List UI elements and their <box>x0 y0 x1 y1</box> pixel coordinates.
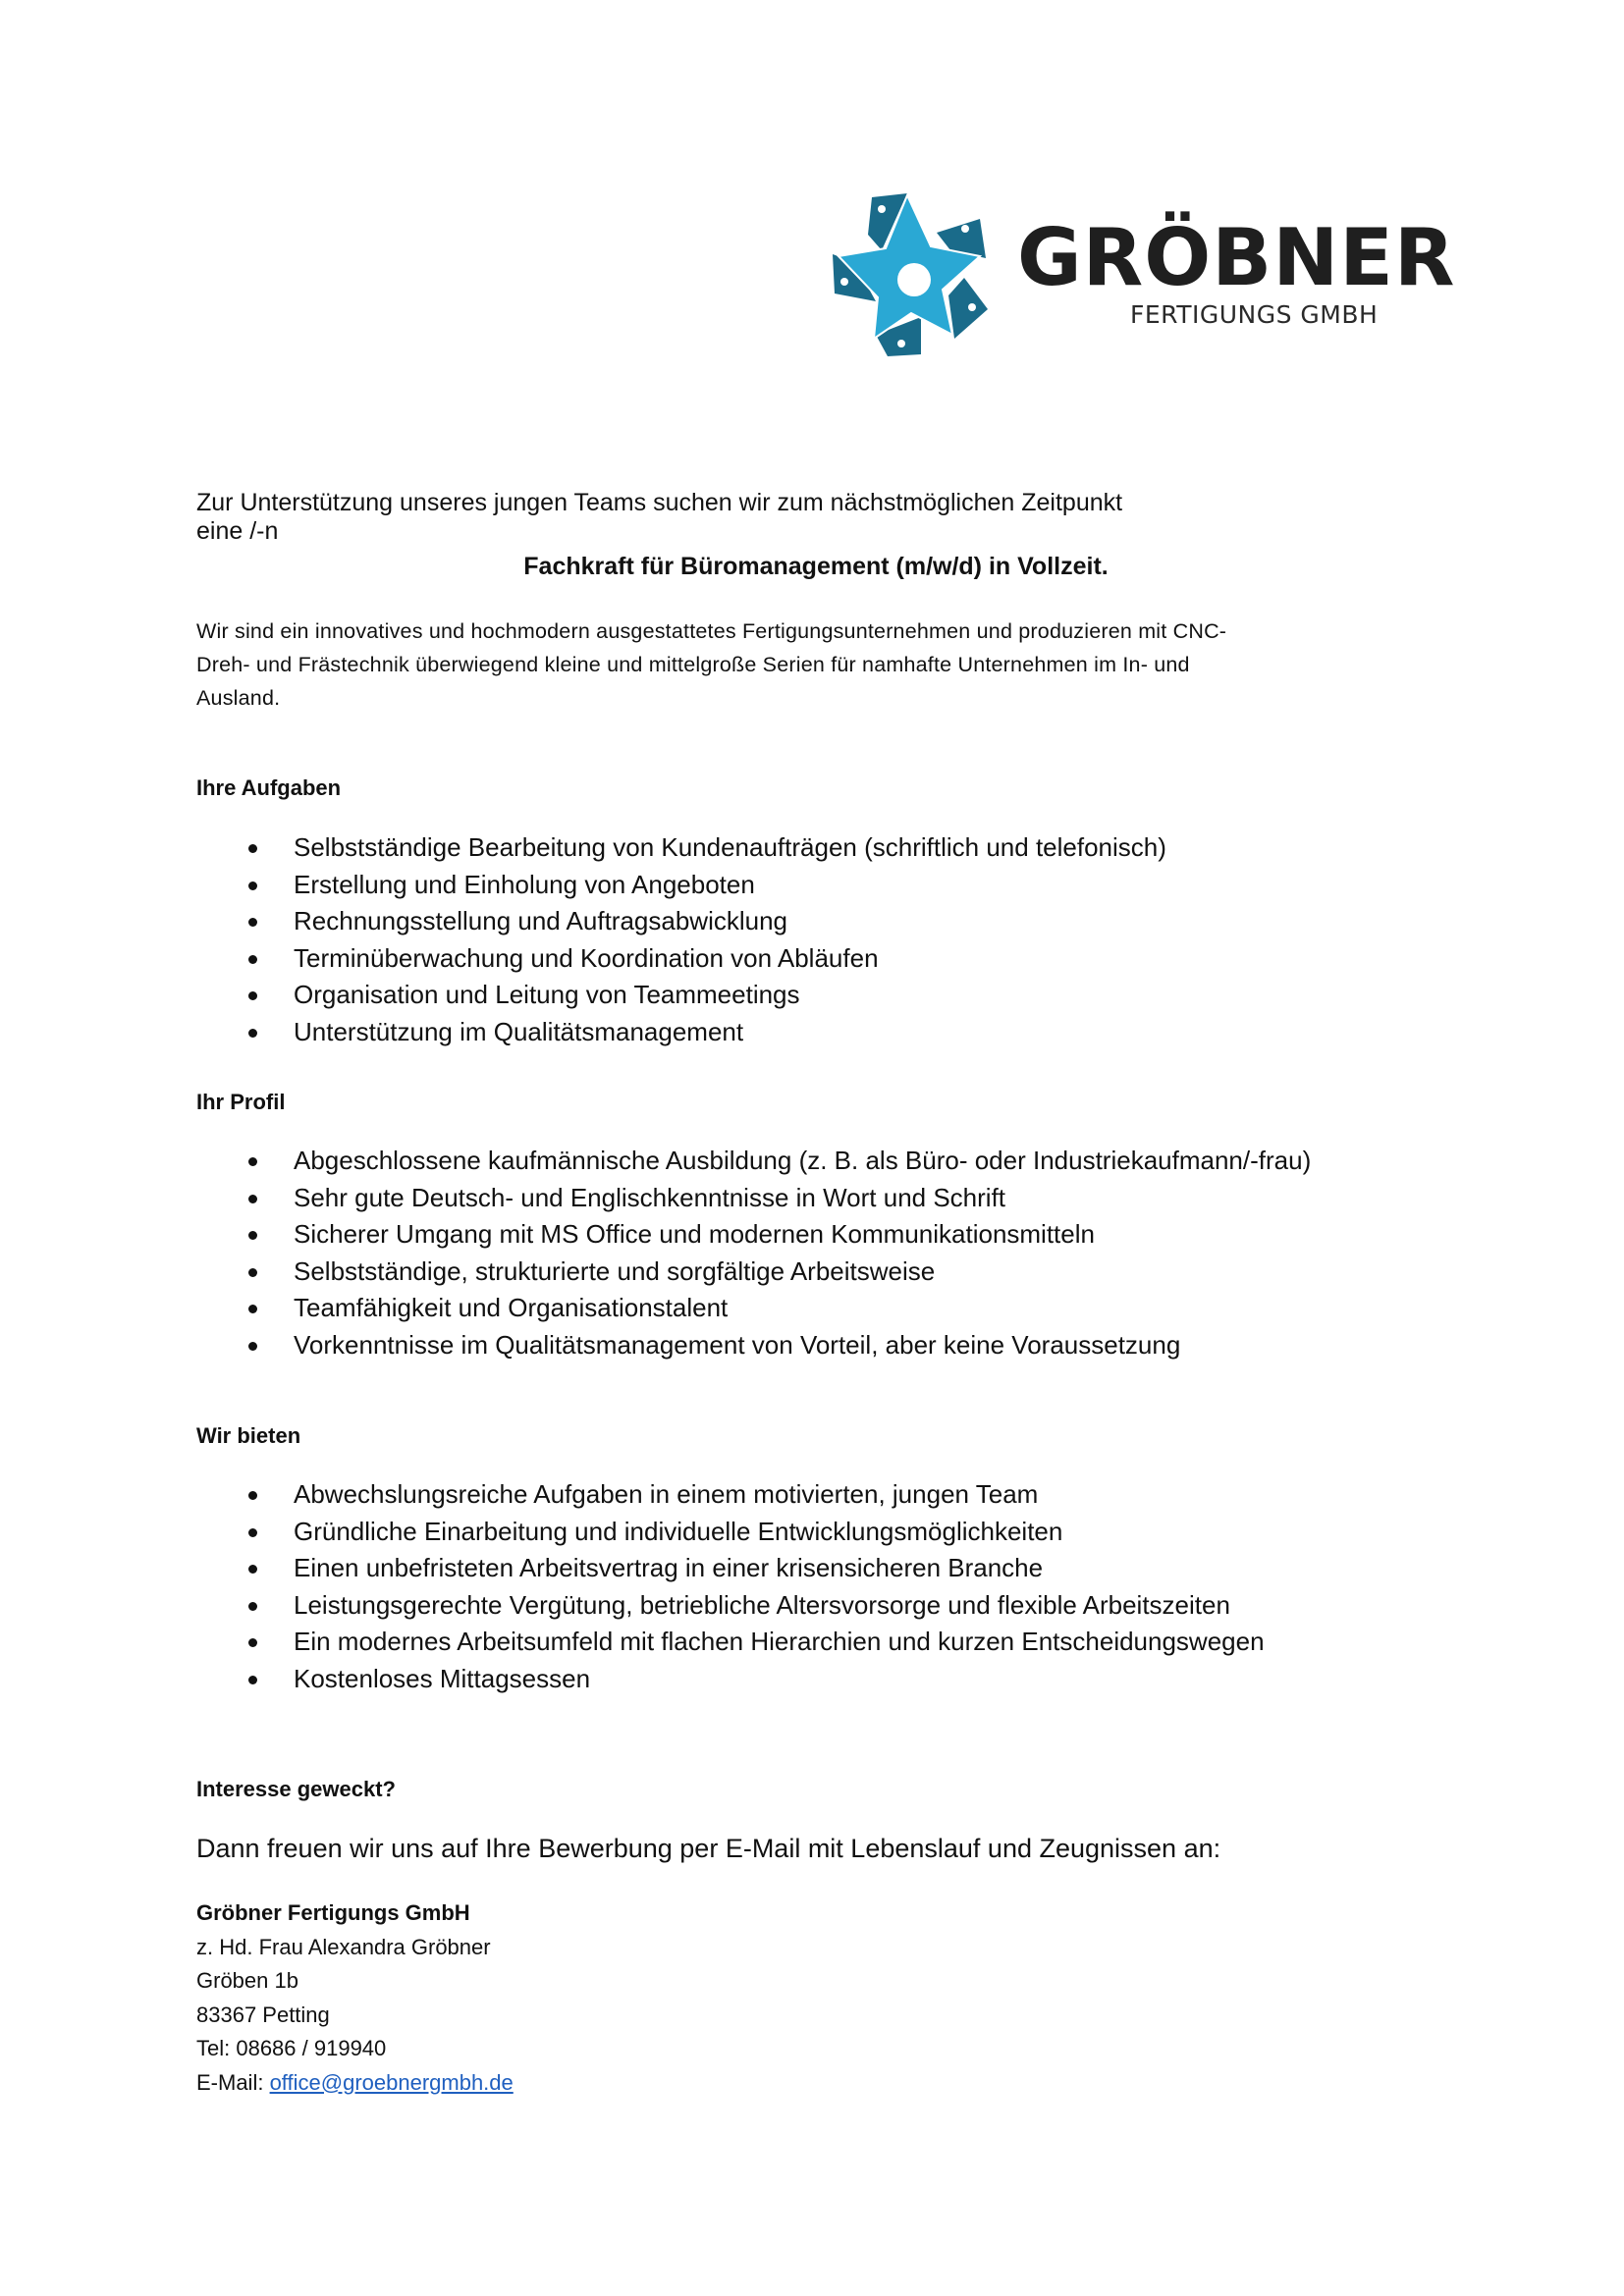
list-item-text: Organisation und Leitung von Teammeetings <box>294 980 800 1009</box>
list-item-text: Leistungsgerechte Vergütung, betriebliche Altersvorsorge und flexible Arbeitszeiten <box>294 1589 1230 1620</box>
contact-city: 83367 Petting <box>196 2002 330 2027</box>
description-line: Wir sind ein innovatives und hochmodern ausgestattetes Fertigungsunternehmen und produzieren mit CNC- <box>196 619 1227 643</box>
email-link[interactable]: office@groebnergmbh.de <box>269 2069 514 2095</box>
contact-block <box>196 1896 514 2100</box>
contact-street: Gröben 1b <box>196 1968 298 1993</box>
bullet-icon <box>248 991 257 1000</box>
list-item-text: Abgeschlossene kaufmännische Ausbildung (z. B. als Büro- oder Industriekaufmann/-frau) <box>294 1146 1312 1175</box>
list-item <box>0 1254 1311 1291</box>
list-item-text: Einen unbefristeten Arbeitsvertrag in einer krisensicheren Branche <box>294 1553 1044 1582</box>
bullet-icon <box>248 1195 257 1203</box>
list-item-text: Sehr gute Deutsch- und Englischkenntnisse in Wort und Schrift <box>294 1182 1006 1212</box>
list-item <box>0 903 1166 940</box>
list-item <box>0 1327 1311 1364</box>
intro-text <box>196 489 1122 546</box>
list-item <box>0 1014 1166 1051</box>
contact-phone: Tel: 08686 / 919940 <box>196 2036 387 2060</box>
list-item-text: Kostenloses Mittagsessen <box>294 1663 591 1693</box>
list-item-text: Vorkenntnisse im Qualitätsmanagement von Vorteil, aber keine Voraussetzung <box>294 1329 1181 1360</box>
tasks-heading: Ihre Aufgaben <box>196 775 342 800</box>
description-line: Ausland. <box>196 686 281 710</box>
list-item-text: Rechnungsstellung und Auftragsabwicklung <box>294 906 788 935</box>
list-item <box>0 1550 1265 1587</box>
bullet-icon <box>248 918 257 927</box>
company-description <box>196 614 1424 715</box>
bullet-icon <box>248 1676 257 1684</box>
bullet-icon <box>248 1528 257 1537</box>
bullet-icon <box>248 1029 257 1038</box>
description-line: Dreh- und Frästechnik überwiegend kleine und mittelgroße Serien für namhafte Unternehmen im In- und <box>196 653 1190 676</box>
contact-attention: z. Hd. Frau Alexandra Gröbner <box>196 1934 491 1959</box>
list-item <box>0 829 1166 867</box>
profile-heading: Ihr Profil <box>196 1090 286 1114</box>
list-item <box>0 1290 1311 1327</box>
bullet-icon <box>248 1305 257 1313</box>
logo-subtitle: FERTIGUNGS GMBH <box>1130 300 1379 329</box>
job-title-text: Fachkraft für Büromanagement (m/w/d) in Vollzeit. <box>523 553 1109 580</box>
contact-company: Gröbner Fertigungs GmbH <box>196 1900 470 1925</box>
bullet-icon <box>248 1638 257 1647</box>
bullet-icon <box>248 881 257 890</box>
list-item <box>0 1587 1265 1625</box>
list-item <box>0 1180 1311 1217</box>
list-item-text: Abwechslungsreiche Aufgaben in einem motivierten, jungen Team <box>294 1479 1039 1509</box>
list-item <box>0 977 1166 1014</box>
email-label: E-Mail: <box>196 2069 270 2095</box>
list-item-text: Unterstützung im Qualitätsmanagement <box>294 1016 744 1046</box>
bullet-icon <box>248 1602 257 1611</box>
bullet-icon <box>248 1565 257 1574</box>
bullet-icon <box>248 1491 257 1500</box>
contact-email-row <box>196 2066 514 2101</box>
tasks-list <box>0 829 1166 1050</box>
list-item <box>0 1216 1311 1254</box>
list-item <box>0 1514 1265 1551</box>
list-item-text: Sicherer Umgang mit MS Office und modernen Kommunikationsmitteln <box>294 1219 1095 1249</box>
bullet-icon <box>248 1157 257 1166</box>
intro-line: Zur Unterstützung unseres jungen Teams suchen wir zum nächstmöglichen Zeitpunkt <box>196 489 1123 516</box>
job-title <box>0 553 1624 581</box>
offer-heading: Wir bieten <box>196 1423 301 1448</box>
list-item <box>0 940 1166 978</box>
list-item-text: Teamfähigkeit und Organisationstalent <box>294 1293 729 1322</box>
interest-heading: Interesse geweckt? <box>196 1777 396 1801</box>
logo-wordmark: GRÖBNER <box>1017 212 1456 303</box>
list-item-text: Terminüberwachung und Koordination von Abläufen <box>294 942 879 973</box>
list-item-text: Erstellung und Einholung von Angeboten <box>294 869 755 899</box>
profile-list <box>0 1143 1311 1363</box>
list-item <box>0 1661 1265 1698</box>
bullet-icon <box>248 1268 257 1277</box>
bullet-icon <box>248 1342 257 1351</box>
star-cutter-icon <box>831 191 998 358</box>
company-logo <box>831 191 1456 358</box>
intro-line: eine /-n <box>196 517 279 545</box>
list-item-text: Gründliche Einarbeitung und individuelle Entwicklungsmöglichkeiten <box>294 1516 1063 1546</box>
call-to-action: Dann freuen wir uns auf Ihre Bewerbung per E-Mail mit Lebenslauf und Zeugnissen an: <box>196 1834 1221 1863</box>
list-item <box>0 1624 1265 1661</box>
list-item-text: Ein modernes Arbeitsumfeld mit flachen Hierarchien und kurzen Entscheidungswegen <box>294 1627 1265 1656</box>
offer-list <box>0 1476 1265 1697</box>
list-item <box>0 1476 1265 1514</box>
list-item <box>0 1143 1311 1180</box>
bullet-icon <box>248 1231 257 1240</box>
bullet-icon <box>248 844 257 853</box>
list-item-text: Selbstständige Bearbeitung von Kundenaufträgen (schriftlich und telefonisch) <box>294 832 1166 862</box>
list-item-text: Selbstständige, strukturierte und sorgfältige Arbeitsweise <box>294 1255 936 1286</box>
bullet-icon <box>248 955 257 964</box>
list-item <box>0 867 1166 904</box>
